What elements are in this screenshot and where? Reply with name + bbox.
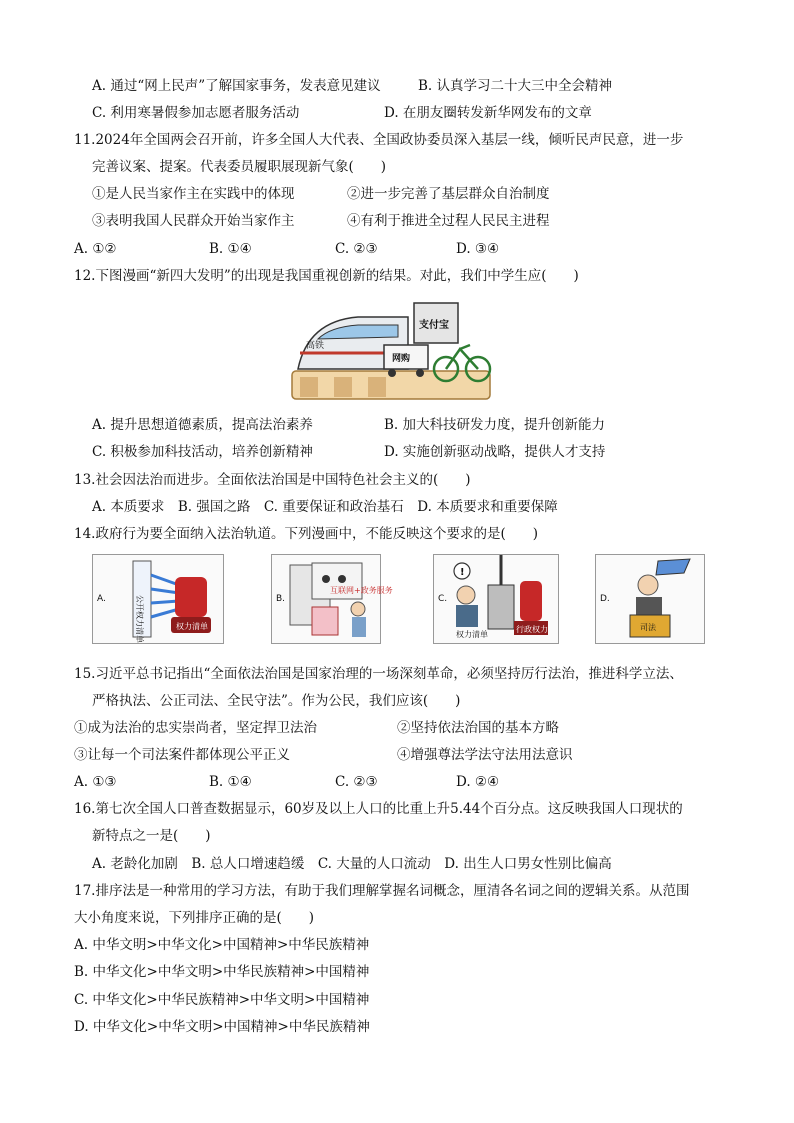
q12-option-b: B. 加大科技研发力度，提升创新能力 bbox=[384, 417, 606, 433]
q10-option-c: C. 利用寒暑假参加志愿者服务活动 bbox=[92, 105, 300, 121]
exclamation-icon: ! bbox=[460, 567, 465, 578]
cartoon-a-stamp-drawing bbox=[93, 555, 223, 643]
q14-cartoon-c-tag2: 行政权力 bbox=[516, 625, 548, 634]
q16-stem-line2: 新特点之一是( ) bbox=[92, 828, 211, 844]
q15-option-c: C. ②③ bbox=[335, 774, 378, 790]
q17-option-d: D. 中华文化>中华文明>中国精神>中华民族精神 bbox=[74, 1019, 370, 1035]
q17-stem-line2: 大小角度来说，下列排序正确的是( ) bbox=[74, 910, 315, 926]
official-head bbox=[457, 586, 475, 604]
q11-statement-3: ③表明我国人民群众开始当家作主 bbox=[92, 213, 295, 229]
citizen-body bbox=[352, 617, 366, 637]
new-four-inventions-cartoon bbox=[288, 293, 496, 405]
q17-option-b: B. 中华文化>中华文明>中华民族精神>中国精神 bbox=[74, 964, 370, 980]
q14-cartoon-d-tag1: 司法 bbox=[640, 623, 656, 632]
pillar-2 bbox=[334, 377, 352, 397]
monitor-eye-left bbox=[322, 575, 330, 583]
q13-stem: 13.社会因法治而进步。全面依法治国是中国特色社会主义的( ) bbox=[74, 472, 471, 488]
citizen-head bbox=[351, 602, 365, 616]
cartoon-d-official-drawing bbox=[596, 555, 704, 643]
q14-cartoon-d-label: D. bbox=[600, 594, 610, 604]
q15-stem-line1: 15.习近平总书记指出“全面依法治国是国家治理的一场深刻革命，必须坚持厉行法治，推进科学立法、 bbox=[74, 666, 683, 682]
cartoon-c-machine-drawing bbox=[434, 555, 558, 643]
q17-stem-line1: 17.排序法是一种常用的学习方法，有助于我们理解掌握名词概念，厘清各名词之间的逻辑关系。从范围 bbox=[74, 883, 690, 899]
q11-option-a: A. ①② bbox=[74, 241, 117, 257]
q14-cartoon-a-tag1: 公开权力清单 bbox=[135, 595, 144, 643]
pillar-3 bbox=[368, 377, 386, 397]
q15-statement-3: ③让每一个司法案件都体现公平正义 bbox=[74, 747, 290, 763]
q15-statement-4: ④增强尊法学法守法用法意识 bbox=[397, 747, 573, 763]
q11-option-d: D. ③④ bbox=[456, 241, 500, 257]
q11-statement-4: ④有利于推进全过程人民民主进程 bbox=[347, 213, 550, 229]
q10-option-d: D. 在朋友圈转发新华网发布的文章 bbox=[384, 105, 592, 121]
q13-options: A. 本质要求 B. 强国之路 C. 重要保证和政治基石 D. 本质要求和重要保障 bbox=[92, 499, 558, 515]
q14-cartoon-b-label: B. bbox=[276, 594, 286, 604]
q12-option-c: C. 积极参加科技活动，培养创新精神 bbox=[92, 444, 313, 460]
blue-hat bbox=[656, 559, 690, 575]
chain-3 bbox=[151, 601, 179, 603]
cart-wheel-1 bbox=[388, 369, 396, 377]
q15-statement-1: ①成为法治的忠实崇尚者，坚定捍卫法治 bbox=[74, 720, 317, 736]
q15-option-a: A. ①③ bbox=[74, 774, 117, 790]
q10-option-b: B. 认真学习二十大三中全会精神 bbox=[418, 78, 613, 94]
official-body bbox=[456, 605, 478, 627]
q11-statement-1: ①是人民当家作主在实践中的体现 bbox=[92, 186, 295, 202]
chain-4 bbox=[151, 609, 179, 617]
q11-option-b: B. ①④ bbox=[209, 241, 252, 257]
red-stamp bbox=[175, 577, 207, 617]
q14-cartoon-a-tag2: 权力清单 bbox=[176, 622, 208, 631]
q15-stem-line2: 严格执法、公正司法、全民守法”。作为公民，我们应该( ) bbox=[92, 693, 461, 709]
label-alipay: 支付宝 bbox=[419, 320, 449, 331]
q11-stem-line1: 11.2024年全国两会召开前，许多全国人大代表、全国政协委员深入基层一线，倾听民声民意，进一步 bbox=[74, 132, 684, 148]
chain-2 bbox=[151, 589, 179, 593]
q17-option-a: A. 中华文明>中华文化>中国精神>中华民族精神 bbox=[74, 937, 370, 953]
cart-wheel-2 bbox=[416, 369, 424, 377]
q14-cartoon-c-tag1: 权力清单 bbox=[456, 630, 488, 639]
q11-option-c: C. ②③ bbox=[335, 241, 378, 257]
q14-cartoon-a bbox=[92, 554, 224, 644]
q12-option-a: A. 提升思想道德素质，提高法治素养 bbox=[92, 417, 313, 433]
q14-stem: 14.政府行为要全面纳入法治轨道。下列漫画中，不能反映这个要求的是( ) bbox=[74, 526, 539, 542]
q14-cartoon-b-tag1: 互联网+政务服务 bbox=[330, 586, 393, 595]
q17-option-c: C. 中华文化>中华民族精神>中华文明>中国精神 bbox=[74, 992, 370, 1008]
q14-cartoon-c-label: C. bbox=[438, 594, 448, 604]
q16-options: A. 老龄化加剧 B. 总人口增速趋缓 C. 大量的人口流动 D. 出生人口男女性别比偏高 bbox=[92, 856, 612, 872]
label-high-speed-rail: 高铁 bbox=[306, 341, 325, 351]
q12-stem-line1: 12.下图漫画“新四大发明”的出现是我国重视创新的结果。对此，我们中学生应( ) bbox=[74, 268, 579, 284]
q12-option-d: D. 实施创新驱动战略，提供人才支持 bbox=[384, 444, 606, 460]
monitor-eye-right bbox=[338, 575, 346, 583]
red-stamp-c bbox=[520, 581, 542, 621]
q15-option-d: D. ②④ bbox=[456, 774, 500, 790]
chain-1 bbox=[151, 575, 179, 585]
label-online-shopping: 网购 bbox=[392, 354, 411, 364]
q11-stem-line2: 完善议案、提案。代表委员履职展现新气象( ) bbox=[92, 159, 387, 175]
q14-cartoon-b bbox=[271, 554, 393, 644]
q15-option-b: B. ①④ bbox=[209, 774, 252, 790]
press-machine bbox=[488, 585, 514, 629]
pillar-1 bbox=[300, 377, 318, 397]
cartoon-b-computer-drawing bbox=[272, 555, 393, 643]
q14-cartoon-a-label: A. bbox=[97, 594, 106, 604]
q14-cartoon-d bbox=[595, 554, 705, 644]
q14-cartoon-c bbox=[433, 554, 559, 644]
q16-stem-line1: 16.第七次全国人口普查数据显示，60岁及以上人口的比重上升5.44个百分点。这反映我国人口现状的 bbox=[74, 801, 683, 817]
q11-statement-2: ②进一步完善了基层群众自治制度 bbox=[347, 186, 550, 202]
q15-statement-2: ②坚持依法治国的基本方略 bbox=[397, 720, 559, 736]
q10-option-a: A. 通过“网上民声”了解国家事务，发表意见建议 bbox=[92, 78, 381, 94]
clerk-figure bbox=[312, 607, 338, 635]
official-head-d bbox=[638, 575, 658, 595]
